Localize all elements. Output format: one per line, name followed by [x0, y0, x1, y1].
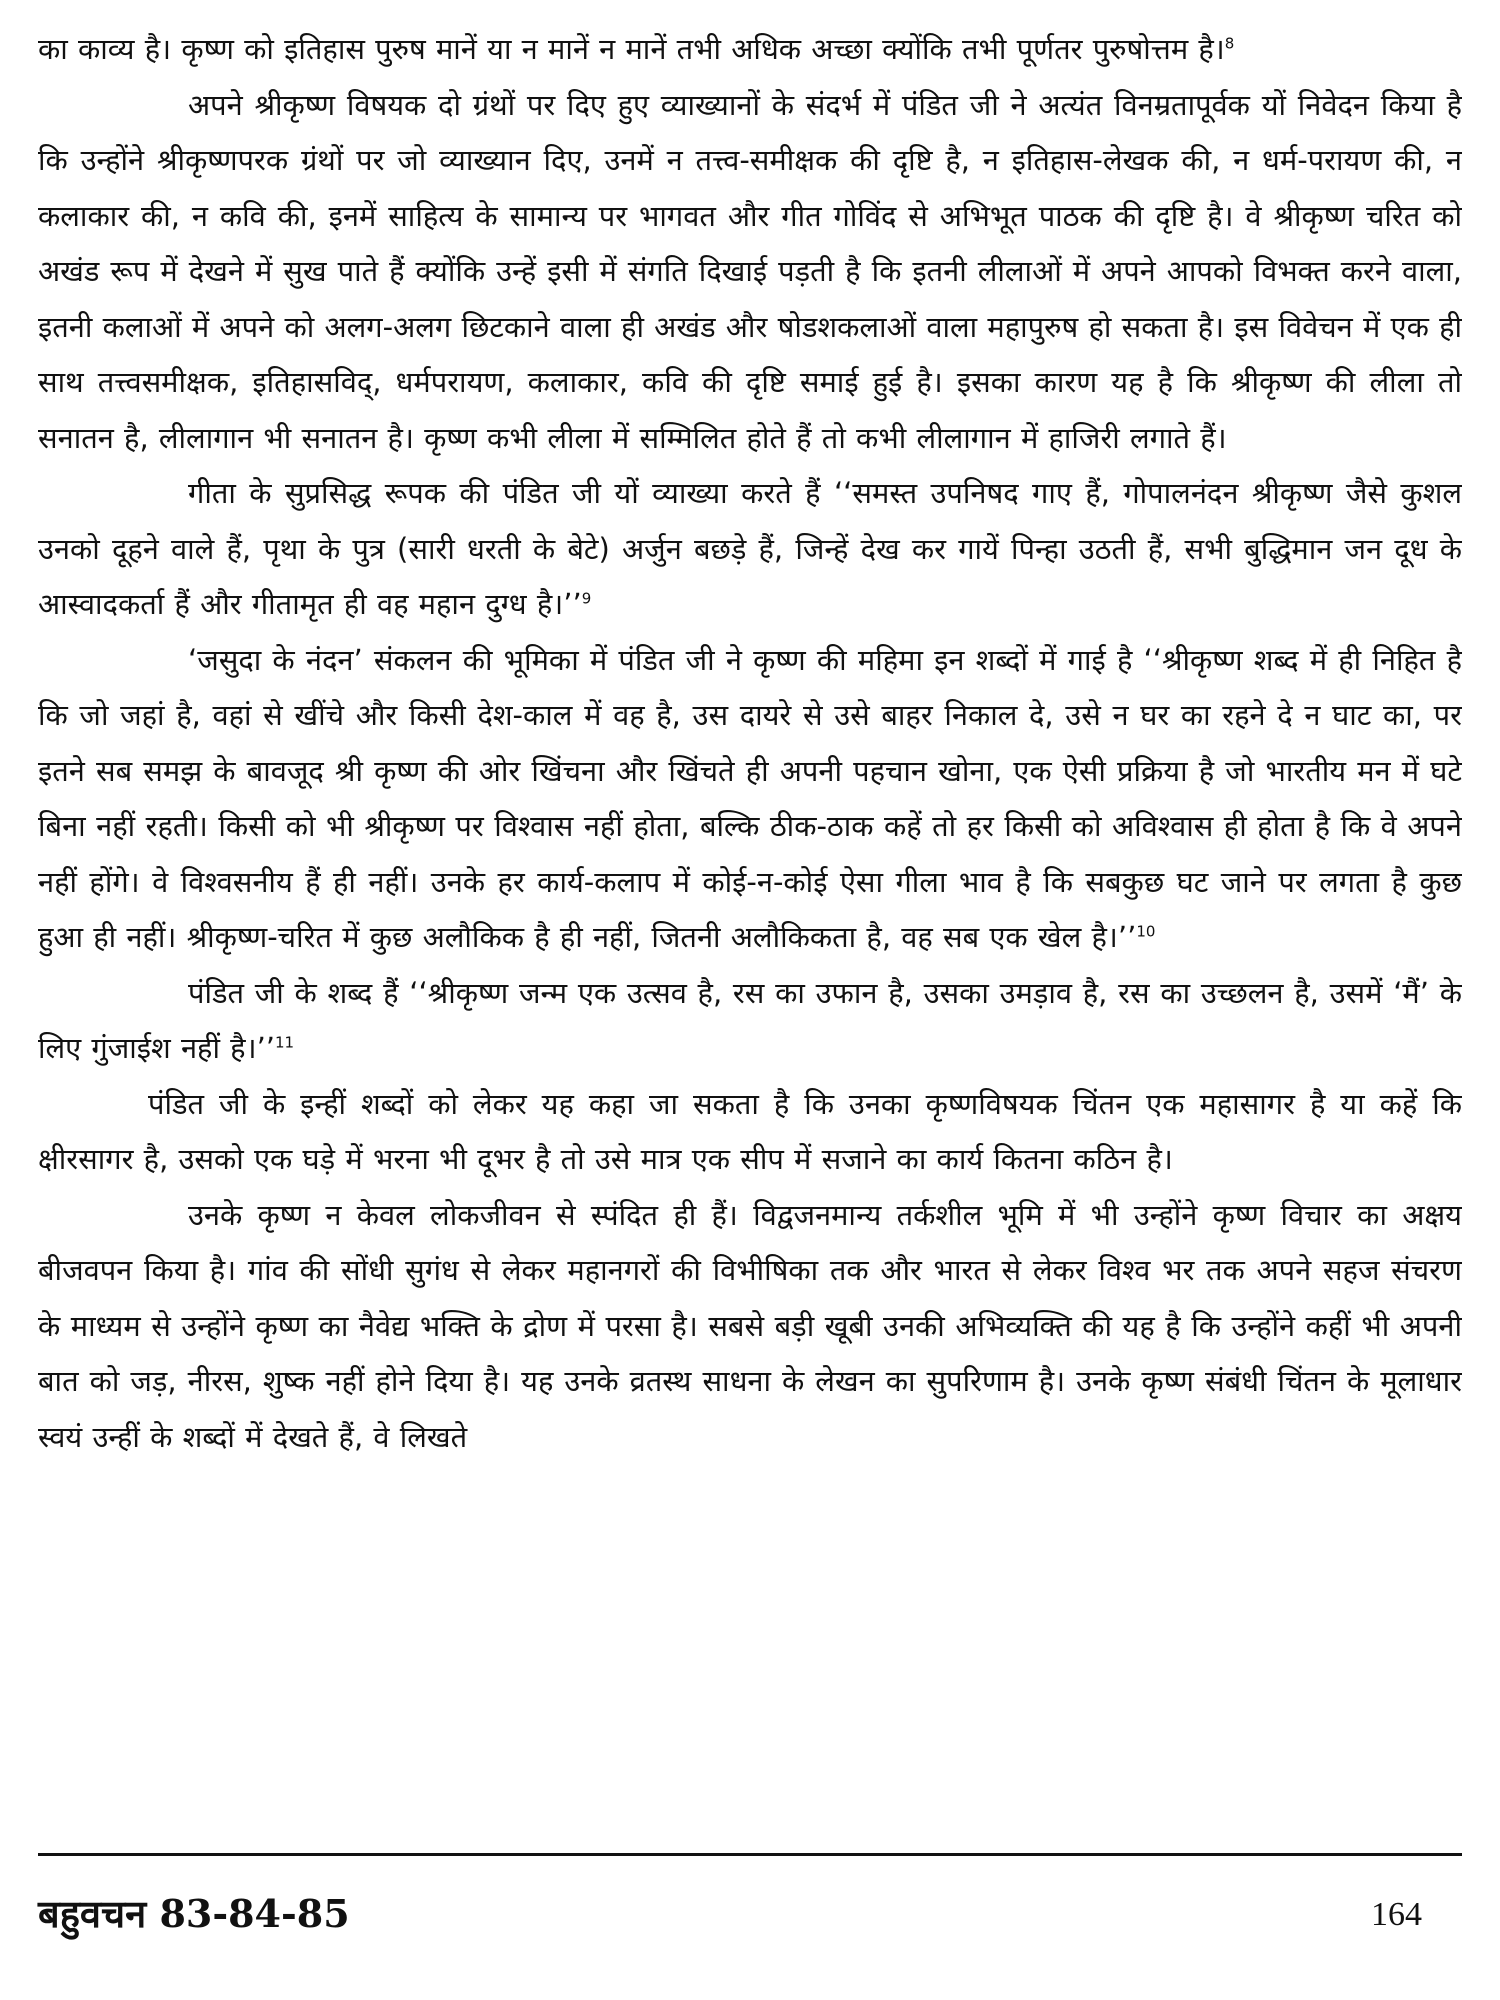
- page-body: [38, 22, 1462, 1832]
- footer-rule: [38, 1853, 1462, 1856]
- paragraph-1: [38, 22, 1462, 78]
- page-number: 164: [1371, 1896, 1422, 1933]
- footnote-ref-11: 11: [275, 1033, 295, 1052]
- footnote-ref-8: 8: [1224, 34, 1235, 53]
- paragraph-4: [38, 633, 1462, 966]
- paragraph-6: [38, 1077, 1462, 1188]
- paragraph-5: [38, 966, 1462, 1077]
- paragraph-3-text: गीता के सुप्रसिद्ध रूपक की पंडित जी यों व्याख्या करते हैं ‘‘समस्त उपनिषद गाए हैं, गोपालनंदन श्रीकृष्ण जैसे कुशल उनको दूहने वाले हैं, पृथा के पुत्र (सारी धरती के बेटे) अर्जुन बछड़े हैं, जिन्हें देख कर गायें पिन्हा उठती हैं, सभी बुद्धिमान जन दूध के आस्वादकर्ता हैं और गीतामृत ही वह महान दुग्ध है।’’: [38, 476, 1462, 621]
- footnote-ref-9: 9: [581, 589, 592, 608]
- paragraph-2: [38, 78, 1462, 467]
- paragraph-2-text: अपने श्रीकृष्ण विषयक दो ग्रंथों पर दिए हुए व्याख्यानों के संदर्भ में पंडित जी ने अत्यंत विनम्रतापूर्वक यों निवेदन किया है कि उन्होंने श्रीकृष्णपरक ग्रंथों पर जो व्याख्यान दिए, उनमें न तत्त्व-समीक्षक की दृष्टि है, न इतिहास-लेखक की, न धर्म-परायण की, न कलाकार की, न कवि की, इनमें साहित्य के सामान्य पर भागवत और गीत गोविंद से अभिभूत पाठक की दृष्टि है। वे श्रीकृष्ण चरित को अखंड रूप में देखने में सुख पाते हैं क्योंकि उन्हें इसी में संगति दिखाई पड़ती है कि इतनी लीलाओं में अपने आपको विभक्त करने वाला, इतनी कलाओं में अपने को अलग-अलग छिटकाने वाला ही अखंड और षोडशकलाओं वाला महापुरुष हो सकता है। इस विवेचन में एक ही साथ तत्त्वसमीक्षक, इतिहासविद्, धर्मपरायण, कलाकार, कवि की दृष्टि समाई हुई है। इसका कारण यह है कि श्रीकृष्ण की लीला तो सनातन है, लीलागान भी सनातन है। कृष्ण कभी लीला में सम्मिलित होते हैं तो कभी लीलागान में हाजिरी लगाते हैं।: [38, 87, 1462, 455]
- paragraph-7-text: उनके कृष्ण न केवल लोकजीवन से स्पंदित ही हैं। विद्वजनमान्य तर्कशील भूमि में भी उन्होंने कृष्ण विचार का अक्षय बीजवपन किया है। गांव की सोंधी सुगंध से लेकर महानगरों की विभीषिका तक और भारत से लेकर विश्व भर तक अपने सहज संचरण के माध्यम से उन्होंने कृष्ण का नैवेद्य भक्ति के द्रोण में परसा है। सबसे बड़ी खूबी उनकी अभिव्यक्ति की यह है कि उन्होंने कहीं भी अपनी बात को जड़, नीरस, शुष्क नहीं होने दिया है। यह उनके व्रतस्थ साधना के लेखन का सुपरिणाम है। उनके कृष्ण संबंधी चिंतन के मूलाधार स्वयं उन्हीं के शब्दों में देखते हैं, वे लिखते: [38, 1197, 1462, 1454]
- paragraph-3: [38, 466, 1462, 633]
- paragraph-1-text: का काव्य है। कृष्ण को इतिहास पुरुष मानें या न मानें न मानें तभी अधिक अच्छा क्योंकि तभी पूर्णतर पुरुषोत्तम है।: [38, 32, 1225, 66]
- paragraph-4-text: ‘जसुदा के नंदन’ संकलन की भूमिका में पंडित जी ने कृष्ण की महिमा इन शब्दों में गाई है ‘‘श्रीकृष्ण शब्द में ही निहित है कि जो जहां है, वहां से खींचे और किसी देश-काल में वह है, उस दायरे से उसे बाहर निकाल दे, उसे न घर का रहने दे न घाट का, पर इतने सब समझ के बावजूद श्री कृष्ण की ओर खिंचना और खिंचते ही अपनी पहचान खोना, एक ऐसी प्रक्रिया है जो भारतीय मन में घटे बिना नहीं रहती। किसी को भी श्रीकृष्ण पर विश्वास नहीं होता, बल्कि ठीक-ठाक कहें तो हर किसी को अविश्वास ही होता है कि वे अपने नहीं होंगे। वे विश्वसनीय हैं ही नहीं। उनके हर कार्य-कलाप में कोई-न-कोई ऐसा गीला भाव है कि सबकुछ घट जाने पर लगता है कुछ हुआ ही नहीं। श्रीकृष्ण-चरित में कुछ अलौकिक है ही नहीं, जितनी अलौकिकता है, वह सब एक खेल है।’’: [38, 642, 1462, 954]
- paragraph-7: [38, 1188, 1462, 1466]
- footnote-ref-10: 10: [1136, 922, 1156, 941]
- paragraph-6-text: पंडित जी के इन्हीं शब्दों को लेकर यह कहा जा सकता है कि उनका कृष्णविषयक चिंतन एक महासागर है या कहें कि क्षीरसागर है, उसको एक घड़े में भरना भी दूभर है तो उसे मात्र एक सीप में सजाने का कार्य कितना कठिन है।: [38, 1086, 1462, 1176]
- journal-title: बहुवचन 83-84-85: [38, 1891, 350, 1936]
- paragraph-5-text: पंडित जी के शब्द हैं ‘‘श्रीकृष्ण जन्म एक उत्सव है, रस का उफान है, उसका उमड़ाव है, रस का उच्छलन है, उसमें ‘मैं’ के लिए गुंजाईश नहीं है।’’: [38, 975, 1462, 1065]
